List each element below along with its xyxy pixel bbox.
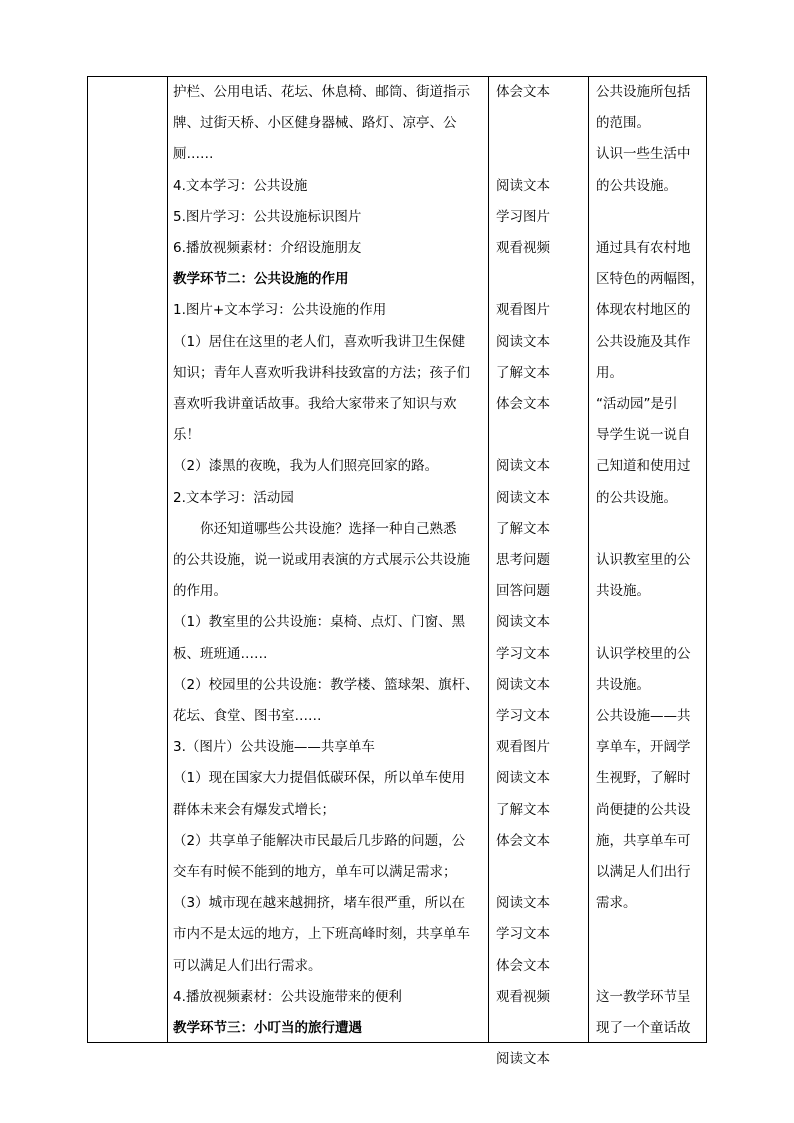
purpose-line: 共设施。	[596, 583, 650, 600]
purpose-line: 享单车，开阔学	[596, 739, 691, 756]
content-line: 2.文本学习：活动园	[173, 489, 294, 506]
purpose-line: 这一教学环节呈	[596, 988, 691, 1005]
activity-line: 学习文本	[496, 926, 550, 943]
content-line: （2）漆黑的夜晚，我为人们照亮回家的路。	[173, 458, 439, 475]
activity-line: 学习文本	[496, 645, 550, 662]
content-line: （2）校园里的公共设施：教学楼、篮球架、旗杆、	[173, 676, 479, 693]
content-line: 板、班班通……	[173, 645, 268, 662]
activity-line: 学习文本	[496, 708, 550, 724]
purpose-line: “活动园”是引	[596, 396, 678, 412]
purpose-line: 共设施。	[596, 676, 650, 693]
content-line: 6.播放视频素材：介绍设施朋友	[173, 240, 362, 256]
purpose-line: 通过具有农村地	[596, 240, 691, 256]
purpose-line: 生视野，了解时	[596, 770, 691, 787]
content-line: （3）城市现在越来越拥挤，堵车很严重，所以在	[173, 895, 466, 912]
purpose-line: 体现农村地区的	[596, 302, 691, 319]
content-line: 的作用。	[173, 583, 227, 600]
section-column	[88, 77, 167, 1042]
content-line: 5.图片学习：公共设施标识图片	[173, 208, 362, 225]
purpose-line: 尚便捷的公共设	[596, 801, 691, 818]
activity-line: 阅读文本	[496, 177, 550, 194]
activity-line: 观看视频	[496, 240, 550, 256]
content-line: 市内不是太远的地方，上下班高峰时刻，共享单车	[173, 926, 470, 943]
content-line: 的公共设施，说一说或用表演的方式展示公共设施	[173, 552, 470, 568]
content-line: 喜欢听我讲童话故事。我给大家带来了知识与欢	[173, 396, 457, 412]
content-line: 厕……	[173, 146, 214, 163]
activity-line: 阅读文本	[496, 676, 550, 693]
activity-line: 阅读文本	[496, 895, 550, 912]
activity-line: 了解文本	[496, 801, 550, 818]
content-line: 乐！	[173, 427, 200, 444]
activity-line: 回答问题	[496, 583, 550, 600]
purpose-line: 的公共设施。	[596, 489, 677, 506]
activity-line: 体会文本	[496, 832, 550, 849]
activity-line: 了解文本	[496, 520, 550, 537]
purpose-line: 公共设施所包括	[596, 84, 691, 100]
purpose-line: 的范围。	[596, 115, 650, 132]
lesson-plan-table	[87, 76, 707, 1068]
purpose-line: 己知道和使用过	[596, 458, 691, 475]
content-line: 牌、过街天桥、小区健身器械、路灯、凉亭、公	[173, 115, 457, 132]
activity-line: 体会文本	[496, 396, 550, 412]
content-line: 教学环节二：公共设施的作用	[173, 271, 349, 288]
purpose-line: 认识一些生活中	[596, 146, 691, 163]
content-line: 1.图片+文本学习：公共设施的作用	[173, 302, 387, 319]
content-line: 你还知道哪些公共设施？选择一种自己熟悉	[173, 520, 457, 537]
activity-line: 了解文本	[496, 364, 550, 381]
content-line: 护栏、公用电话、花坛、休息椅、邮筒、街道指示	[173, 84, 470, 100]
content-line: 知识；青年人喜欢听我讲科技致富的方法；孩子们	[173, 364, 470, 381]
activity-line: 观看视频	[496, 988, 550, 1005]
content-line: （1）居住在这里的老人们，喜欢听我讲卫生保健	[173, 333, 466, 350]
content-line: 交车有时候不能到的地方，单车可以满足需求；	[173, 864, 457, 880]
purpose-line: 的公共设施。	[596, 177, 677, 194]
content-line: 4.播放视频素材：公共设施带来的便利	[173, 988, 402, 1005]
content-line: 花坛、食堂、图书室……	[173, 708, 322, 724]
student-activity-column	[489, 77, 588, 1068]
purpose-line: 认识教室里的公	[596, 552, 691, 568]
activity-line: 阅读文本	[496, 458, 550, 475]
activity-line: 阅读文本	[496, 333, 550, 350]
activity-line: 体会文本	[496, 84, 550, 100]
content-line: 群体未来会有爆发式增长；	[173, 801, 335, 818]
activity-line: 观看图片	[496, 302, 550, 319]
activity-line: 观看图片	[496, 739, 550, 756]
activity-line: 阅读文本	[496, 614, 550, 631]
activity-line: 思考问题	[496, 552, 550, 568]
purpose-line: 用。	[596, 364, 623, 381]
purpose-line: 公共设施——共	[596, 708, 691, 724]
purpose-line: 区特色的两幅图，	[596, 271, 704, 288]
purpose-line: 以满足人们出行	[596, 864, 691, 880]
activity-line: 体会文本	[496, 957, 550, 974]
activity-line: 阅读文本	[496, 489, 550, 506]
content-line: （1）现在国家大力提倡低碳环保，所以单车使用	[173, 770, 466, 787]
purpose-line: 现了一个童话故	[596, 1020, 691, 1036]
content-line: （1）教室里的公共设施：桌椅、点灯、门窗、黑	[173, 614, 466, 631]
purpose-line: 施，共享单车可	[596, 832, 691, 849]
purpose-line: 认识学校里的公	[596, 645, 691, 662]
content-line: 4.文本学习：公共设施	[173, 177, 308, 194]
content-column	[168, 77, 488, 1042]
activity-line: 学习图片	[496, 208, 550, 225]
activity-line: 阅读文本	[496, 770, 550, 787]
design-purpose-column	[589, 77, 707, 1042]
content-line: 3.（图片）公共设施——共享单车	[173, 739, 375, 756]
content-line: 可以满足人们出行需求。	[173, 957, 322, 974]
purpose-line: 公共设施及其作	[596, 333, 691, 350]
activity-line: 阅读文本	[496, 1051, 550, 1068]
content-line: （2）共享单子能解决市民最后几步路的问题，公	[173, 832, 466, 849]
content-line: 教学环节三：小叮当的旅行遭遇	[173, 1020, 362, 1036]
purpose-line: 导学生说一说自	[596, 427, 691, 444]
purpose-line: 需求。	[596, 895, 637, 912]
